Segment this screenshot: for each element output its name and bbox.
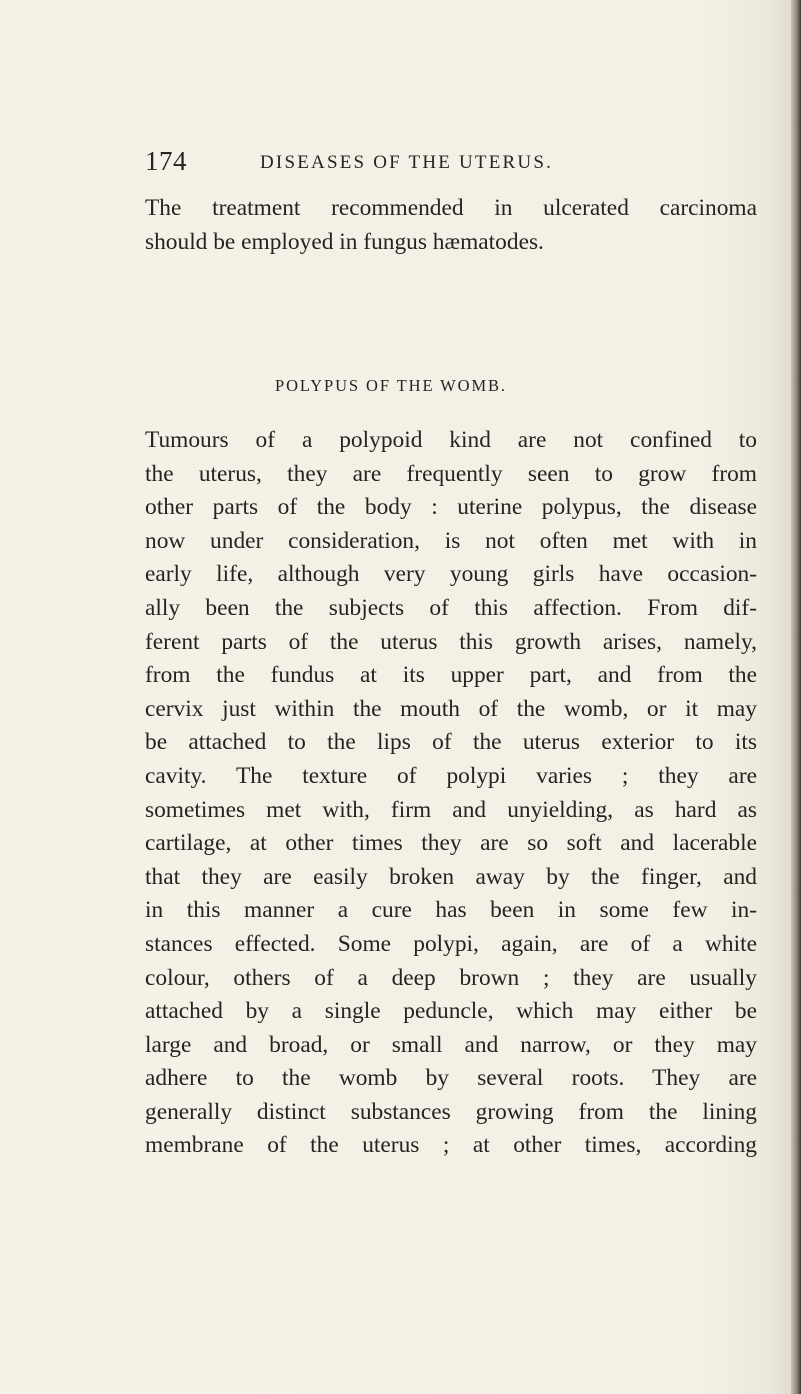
text-line: stances effected. Some polypi, again, are of a white (145, 930, 757, 957)
text-line: Tumours of a polypoid kind are not confined to (145, 427, 757, 453)
paragraph-2 (145, 424, 757, 1163)
text-line: early life, although very young girls have occasion- (145, 561, 757, 588)
paragraph-1 (145, 192, 757, 259)
text-line: now under consideration, is not often met with in (145, 527, 757, 554)
page-edge-shadow (791, 0, 801, 1394)
text-line: generally distinct substances growing from the lining (145, 1098, 757, 1125)
text-line: that they are easily broken away by the finger, and (145, 863, 757, 890)
text-line: in this manner a cure has been in some few in- (145, 897, 757, 924)
text-line: attached by a single peduncle, which may either be (145, 998, 757, 1025)
text-line: from the fundus at its upper part, and from the (145, 662, 757, 689)
section-heading: POLYPUS OF THE WOMB. (275, 376, 507, 395)
text-line: ferent parts of the uterus this growth arises, namely, (145, 628, 757, 655)
text-line: cavity. The texture of polypi varies ; they are (145, 762, 757, 789)
text-line: sometimes met with, firm and unyielding, as hard as (145, 796, 757, 823)
text-line: large and broad, or small and narrow, or they may (145, 1031, 757, 1058)
text-line: The treatment recommended in ulcerated carcinoma (145, 195, 757, 221)
page-number: 174 (145, 146, 187, 176)
text-line: ally been the subjects of this affection. From dif- (145, 594, 757, 621)
text-line: cartilage, at other times they are so soft and lacerable (145, 830, 757, 857)
page-header (145, 146, 605, 182)
text-line: adhere to the womb by several roots. They are (145, 1065, 757, 1092)
text-line: colour, others of a deep brown ; they are usually (145, 964, 757, 991)
text-line: cervix just within the mouth of the womb, or it may (145, 695, 757, 722)
text-line: the uterus, they are frequently seen to grow from (145, 460, 757, 487)
text-line: other parts of the body : uterine polypus, the disease (145, 494, 757, 521)
text-line: be attached to the lips of the uterus exterior to its (145, 729, 757, 756)
running-head: DISEASES OF THE UTERUS. (260, 152, 554, 173)
text-line: should be employed in fungus hæmatodes. (145, 228, 544, 255)
text-line: membrane of the uterus ; at other times, according (145, 1132, 757, 1159)
